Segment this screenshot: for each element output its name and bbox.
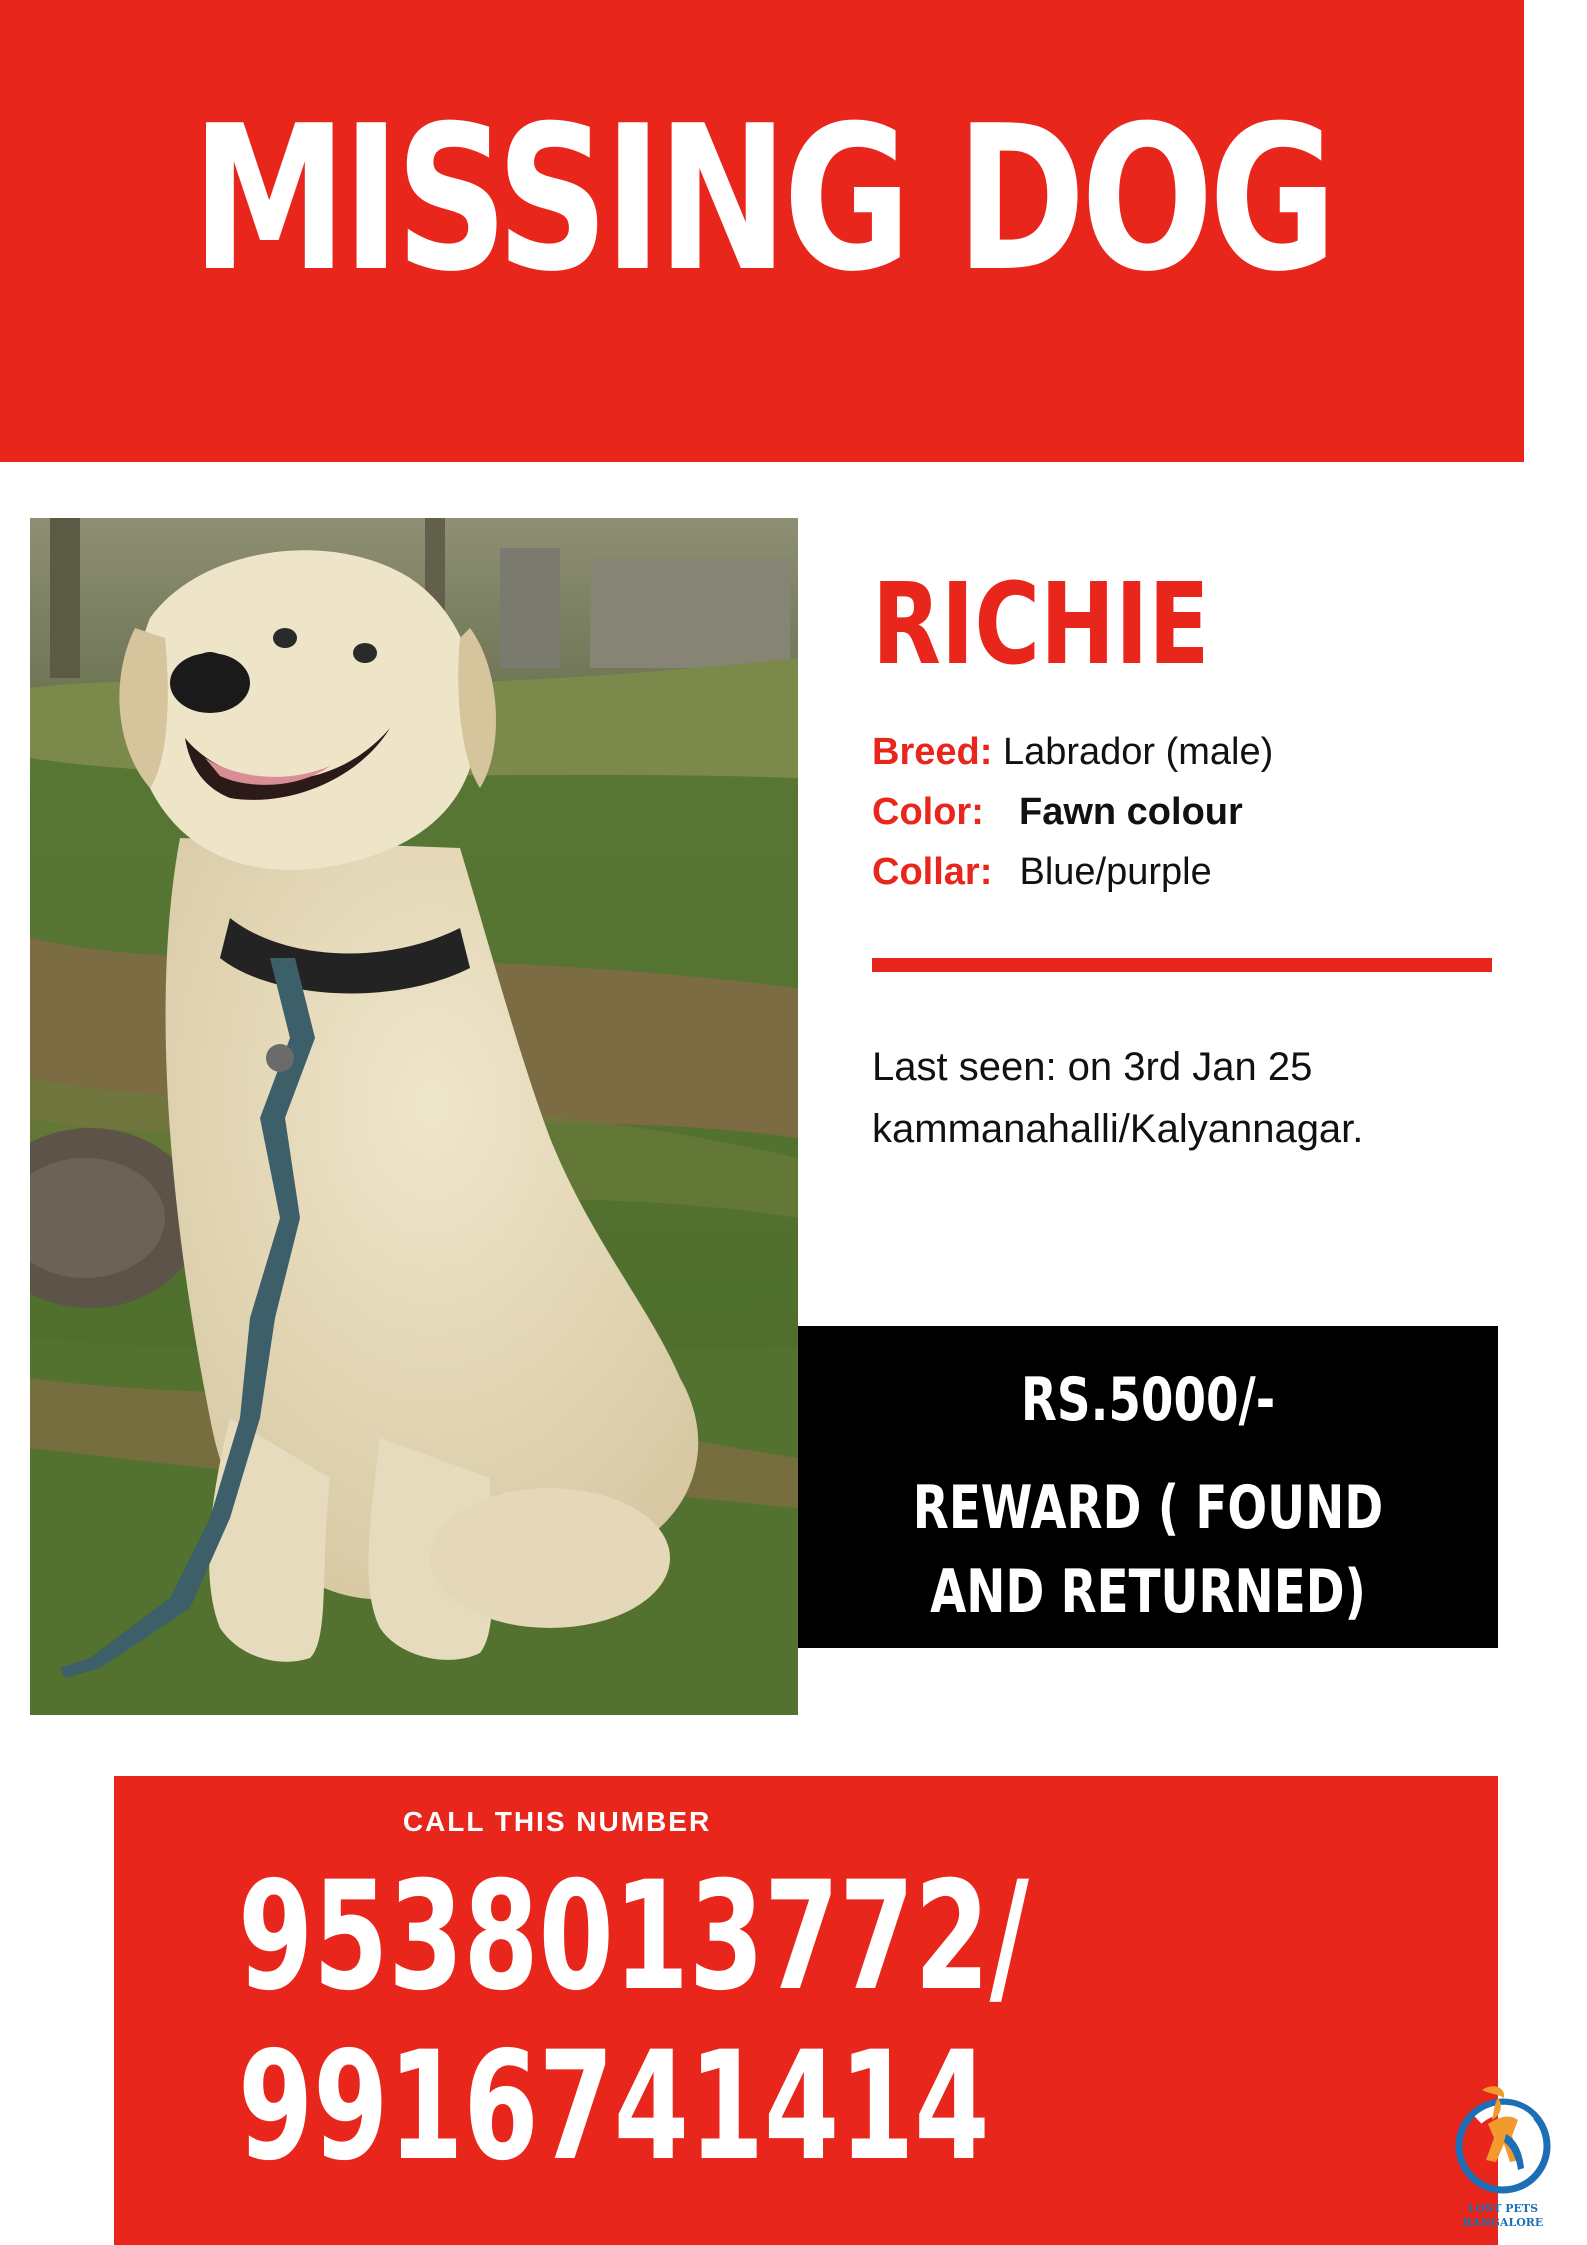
logo-text-line1: LOST PETS (1467, 2202, 1539, 2215)
last-seen-location: kammanahalli/Kalyannagar. (872, 1107, 1364, 1151)
dog-photo-illustration (30, 518, 798, 1715)
phone-number-2: 9916741414 (238, 2020, 990, 2194)
phone-number-1: 9538013772/ (238, 1850, 1029, 2024)
detail-color-label: Color: (872, 791, 984, 833)
logo-emblem-icon (1448, 2076, 1558, 2202)
detail-collar-label: Collar: (872, 851, 993, 893)
poster-title: MISSING DOG (191, 83, 1333, 316)
dog-photo (30, 518, 798, 1715)
detail-color (872, 782, 1273, 842)
detail-color-value: Fawn colour (1019, 791, 1243, 833)
logo-text-line2: BANGALORE (1462, 2216, 1544, 2229)
last-seen-date: Last seen: on 3rd Jan 25 (872, 1045, 1313, 1089)
last-seen (872, 1036, 1363, 1160)
section-divider (872, 958, 1492, 972)
detail-collar-value: Blue/purple (1019, 851, 1212, 893)
detail-collar (872, 842, 1273, 902)
dog-name: RICHIE (872, 560, 1210, 690)
reward-amount: RS.5000/- (1020, 1365, 1276, 1435)
dog-details (872, 722, 1273, 902)
lost-pets-bangalore-logo (1448, 2076, 1558, 2245)
header-band (0, 0, 1524, 462)
call-label: CALL THIS NUMBER (402, 1806, 712, 1837)
reward-text: REWARD ( FOUND AND RETURNED) (912, 1473, 1384, 1627)
reward-box (798, 1326, 1498, 1648)
call-band (114, 1776, 1498, 2245)
detail-breed (872, 722, 1273, 782)
detail-breed-value: Labrador (male) (1002, 731, 1274, 773)
detail-breed-label: Breed: (872, 731, 993, 773)
logo-text (1448, 2202, 1558, 2230)
